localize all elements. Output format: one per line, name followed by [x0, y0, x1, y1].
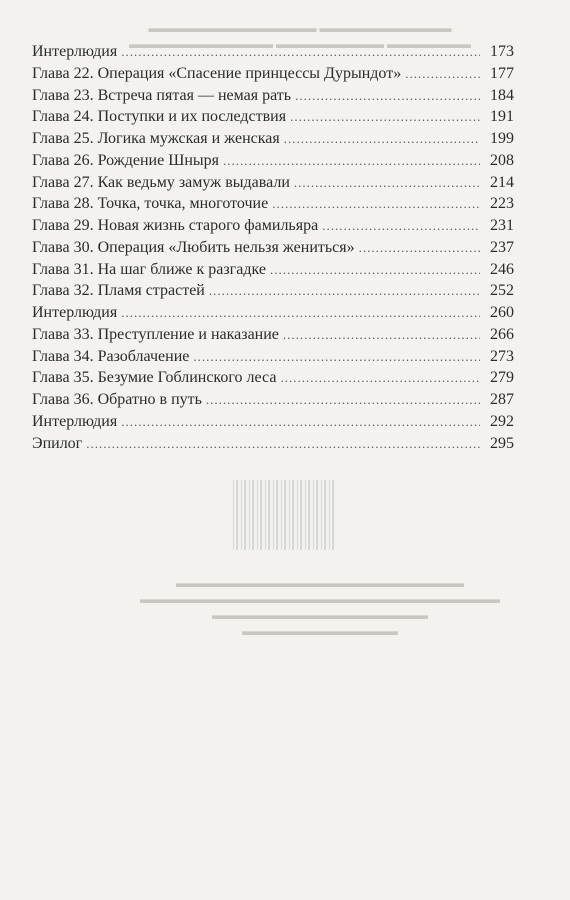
toc-entry	[32, 302, 514, 324]
toc-entry-page: 173	[490, 43, 514, 60]
toc-entry-page: 246	[490, 260, 514, 278]
toc-entry-title: Глава 32. Пламя страстей	[32, 282, 205, 300]
toc-entry-title: Эпилог	[32, 434, 83, 452]
leader-dots	[272, 193, 480, 215]
toc-entry-page: 266	[490, 325, 514, 343]
toc-entry	[32, 346, 514, 368]
toc-entry-page: 191	[490, 108, 514, 126]
toc-entry-page: 199	[490, 130, 514, 147]
toc-entry-title: Глава 24. Поступки и их последствия	[32, 108, 287, 126]
toc-entry-title: Интерлюдия	[32, 43, 118, 60]
toc-entry-page: 292	[490, 412, 514, 430]
toc-entry	[32, 106, 514, 128]
leader-dots	[223, 150, 480, 172]
table-of-contents	[32, 41, 514, 454]
leader-dots	[206, 389, 480, 411]
toc-entry-title: Глава 26. Рождение Шныря	[32, 151, 220, 169]
toc-entry	[32, 259, 514, 281]
leader-dots	[290, 106, 480, 128]
reverse-side-barcode	[232, 480, 334, 550]
toc-entry-title: Глава 36. Обратно в путь	[32, 391, 202, 408]
leader-dots	[280, 367, 480, 389]
toc-entry	[32, 367, 514, 389]
toc-entry-page: 279	[490, 369, 514, 387]
toc-entry-page: 231	[490, 217, 514, 234]
toc-entry-page: 223	[490, 195, 514, 213]
leader-dots	[359, 237, 480, 259]
leader-dots	[121, 41, 480, 63]
toc-entry	[32, 324, 514, 346]
leader-dots	[121, 302, 480, 324]
toc-entry-title: Глава 35. Безумие Гоблинского леса	[32, 369, 277, 387]
toc-entry-page: 252	[490, 282, 514, 300]
toc-entry	[32, 193, 514, 215]
toc-entry-page: 260	[490, 304, 514, 321]
leader-dots	[322, 215, 480, 237]
leader-dots	[283, 324, 480, 346]
toc-entry	[32, 389, 514, 411]
toc-entry-title: Глава 31. На шаг ближе к разгадке	[32, 260, 266, 278]
toc-entry-page: 287	[490, 391, 514, 408]
toc-entry-page: 214	[490, 173, 514, 191]
toc-entry-title: Глава 34. Разоблачение	[32, 347, 190, 365]
toc-entry-page: 273	[490, 347, 514, 365]
toc-entry-title: Глава 27. Как ведьму замуж выдавали	[32, 173, 290, 191]
toc-entry-title: Глава 30. Операция «Любить нельзя жениться»	[32, 238, 355, 256]
toc-entry-title: Глава 33. Преступление и наказание	[32, 325, 279, 343]
toc-entry-page: 208	[490, 151, 514, 169]
leader-dots	[121, 411, 480, 433]
reverse-side-bleed-through: ▬▬▬▬▬▬▬▬▬▬▬ ▬▬▬▬▬▬▬▬▬▬▬▬▬▬ ▬▬▬▬▬▬▬ ▬▬▬▬▬▬▬▬▬ ▬▬▬▬▬▬▬▬▬▬▬▬	[129, 21, 471, 51]
toc-entry	[32, 280, 514, 302]
toc-entry-title: Интерлюдия	[32, 412, 118, 430]
toc-entry-page: 177	[490, 64, 514, 82]
toc-entry-title: Глава 25. Логика мужская и женская	[32, 130, 280, 147]
toc-entry-title: Глава 22. Операция «Спасение принцессы Дурындот»	[32, 64, 402, 82]
toc-entry	[32, 85, 514, 107]
leader-dots	[405, 63, 480, 85]
toc-entry	[32, 172, 514, 194]
leader-dots	[284, 128, 480, 150]
leader-dots	[294, 172, 480, 194]
toc-entry-title: Интерлюдия	[32, 304, 118, 321]
toc-entry	[32, 411, 514, 433]
leader-dots	[270, 259, 480, 281]
toc-entry-page: 184	[490, 86, 514, 104]
toc-entry	[32, 128, 514, 150]
toc-entry	[32, 41, 514, 63]
toc-entry	[32, 237, 514, 259]
leader-dots	[295, 85, 480, 107]
toc-entry	[32, 215, 514, 237]
toc-entry-title: Глава 29. Новая жизнь старого фамильяра	[32, 217, 319, 234]
leader-dots	[209, 280, 480, 302]
reverse-side-imprint-bleed: ▬▬▬▬▬▬▬▬▬▬▬▬▬▬▬▬▬▬▬▬▬▬▬▬ ▬▬▬▬▬▬▬▬▬▬▬▬▬▬▬▬▬▬▬▬▬▬▬▬▬▬▬▬▬▬ ▬▬▬▬▬▬▬▬▬▬▬▬▬▬▬▬▬▬ ▬▬▬▬▬▬▬▬▬▬▬▬▬	[140, 576, 500, 638]
leader-dots	[86, 433, 480, 455]
toc-entry	[32, 63, 514, 85]
toc-entry-page: 237	[490, 238, 514, 256]
leader-dots	[193, 346, 480, 368]
toc-entry-page: 295	[490, 434, 514, 452]
toc-entry-title: Глава 28. Точка, точка, многоточие	[32, 195, 269, 213]
toc-entry	[32, 150, 514, 172]
toc-entry	[32, 433, 514, 455]
toc-entry-title: Глава 23. Встреча пятая — немая рать	[32, 86, 292, 104]
